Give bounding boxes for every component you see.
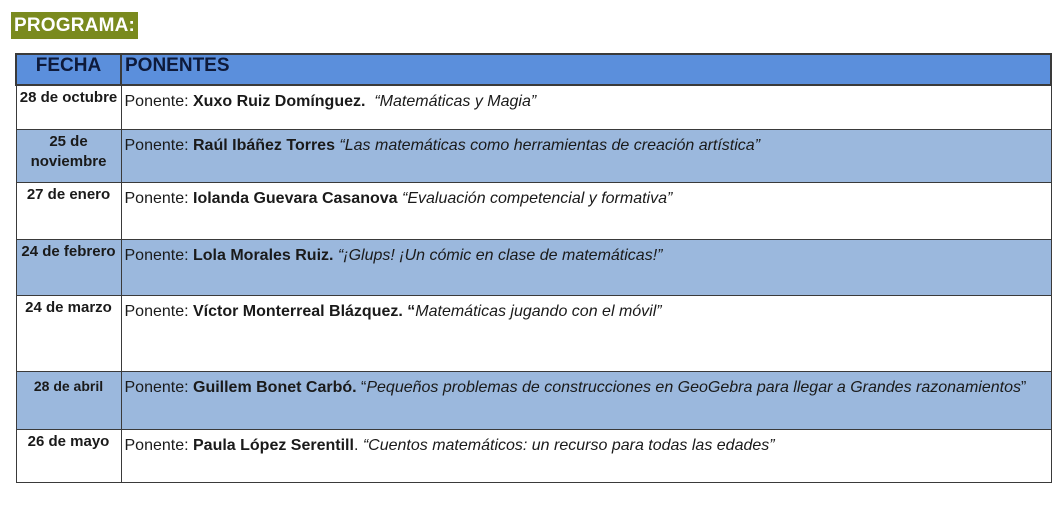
speaker-label: Ponente:: [124, 189, 193, 207]
speaker-label: Ponente:: [124, 378, 193, 396]
talk-title: “Evaluación competencial y formativa”: [401, 189, 673, 207]
title-separator: .: [353, 436, 363, 454]
session-date: 28 de octubre: [16, 85, 121, 129]
talk-title: “Matemáticas y Magia”: [374, 93, 537, 110]
table-row: [16, 182, 1051, 239]
session-date: 28 de abril: [16, 371, 121, 429]
session-date: 26 de mayo: [16, 429, 121, 482]
table-row: [16, 129, 1051, 182]
speaker-name: Raúl Ibáñez Torres: [193, 136, 335, 154]
session-speaker: [121, 182, 1051, 239]
speakers-column-header: PONENTES: [121, 54, 1051, 85]
speaker-name: Xuxo Ruiz Domínguez.: [193, 93, 366, 110]
speaker-label: Ponente:: [124, 136, 193, 154]
table-row: [16, 371, 1051, 429]
speaker-label: Ponente:: [124, 93, 193, 110]
speaker-label: Ponente:: [124, 246, 193, 264]
session-date: 25 de noviembre: [16, 129, 121, 182]
session-speaker: [121, 239, 1051, 295]
speaker-name: Lola Morales Ruiz.: [193, 246, 334, 264]
talk-title: Pequeños problemas de construcciones en GeoGebra para llegar a Grandes razonamientos: [366, 378, 1021, 396]
talk-title: Matemáticas jugando con el móvil”: [415, 302, 662, 320]
session-date: 27 de enero: [16, 182, 121, 239]
program-heading: PROGRAMA:: [11, 12, 138, 39]
session-speaker: [121, 371, 1051, 429]
speaker-label: Ponente:: [124, 302, 193, 320]
title-tail: ”: [1020, 378, 1027, 396]
title-separator: “: [356, 378, 367, 396]
session-speaker: [121, 429, 1051, 482]
table-row: [16, 85, 1051, 129]
date-column-header: FECHA: [16, 54, 121, 85]
table-row: [16, 429, 1051, 482]
table-row: [16, 295, 1051, 371]
speaker-name: Paula López Serentill: [193, 436, 354, 454]
table-row: [16, 239, 1051, 295]
table-header-row: [16, 54, 1051, 85]
speaker-label: Ponente:: [124, 436, 193, 454]
session-date: 24 de marzo: [16, 295, 121, 371]
session-speaker: [121, 85, 1051, 129]
talk-title: “Las matemáticas como herramientas de creación artística”: [339, 136, 761, 154]
speaker-name: Iolanda Guevara Casanova: [193, 189, 398, 207]
title-separator: [365, 93, 374, 110]
session-date: 24 de febrero: [16, 239, 121, 295]
program-table: [15, 53, 1052, 483]
talk-title: “¡Glups! ¡Un cómic en clase de matemáticas!”: [337, 246, 663, 264]
talk-title: “Cuentos matemáticos: un recurso para todas las edades”: [362, 436, 775, 454]
speaker-name: Guillem Bonet Carbó.: [193, 378, 357, 396]
speaker-name: Víctor Monterreal Blázquez. “: [193, 302, 416, 320]
session-speaker: [121, 295, 1051, 371]
session-speaker: [121, 129, 1051, 182]
